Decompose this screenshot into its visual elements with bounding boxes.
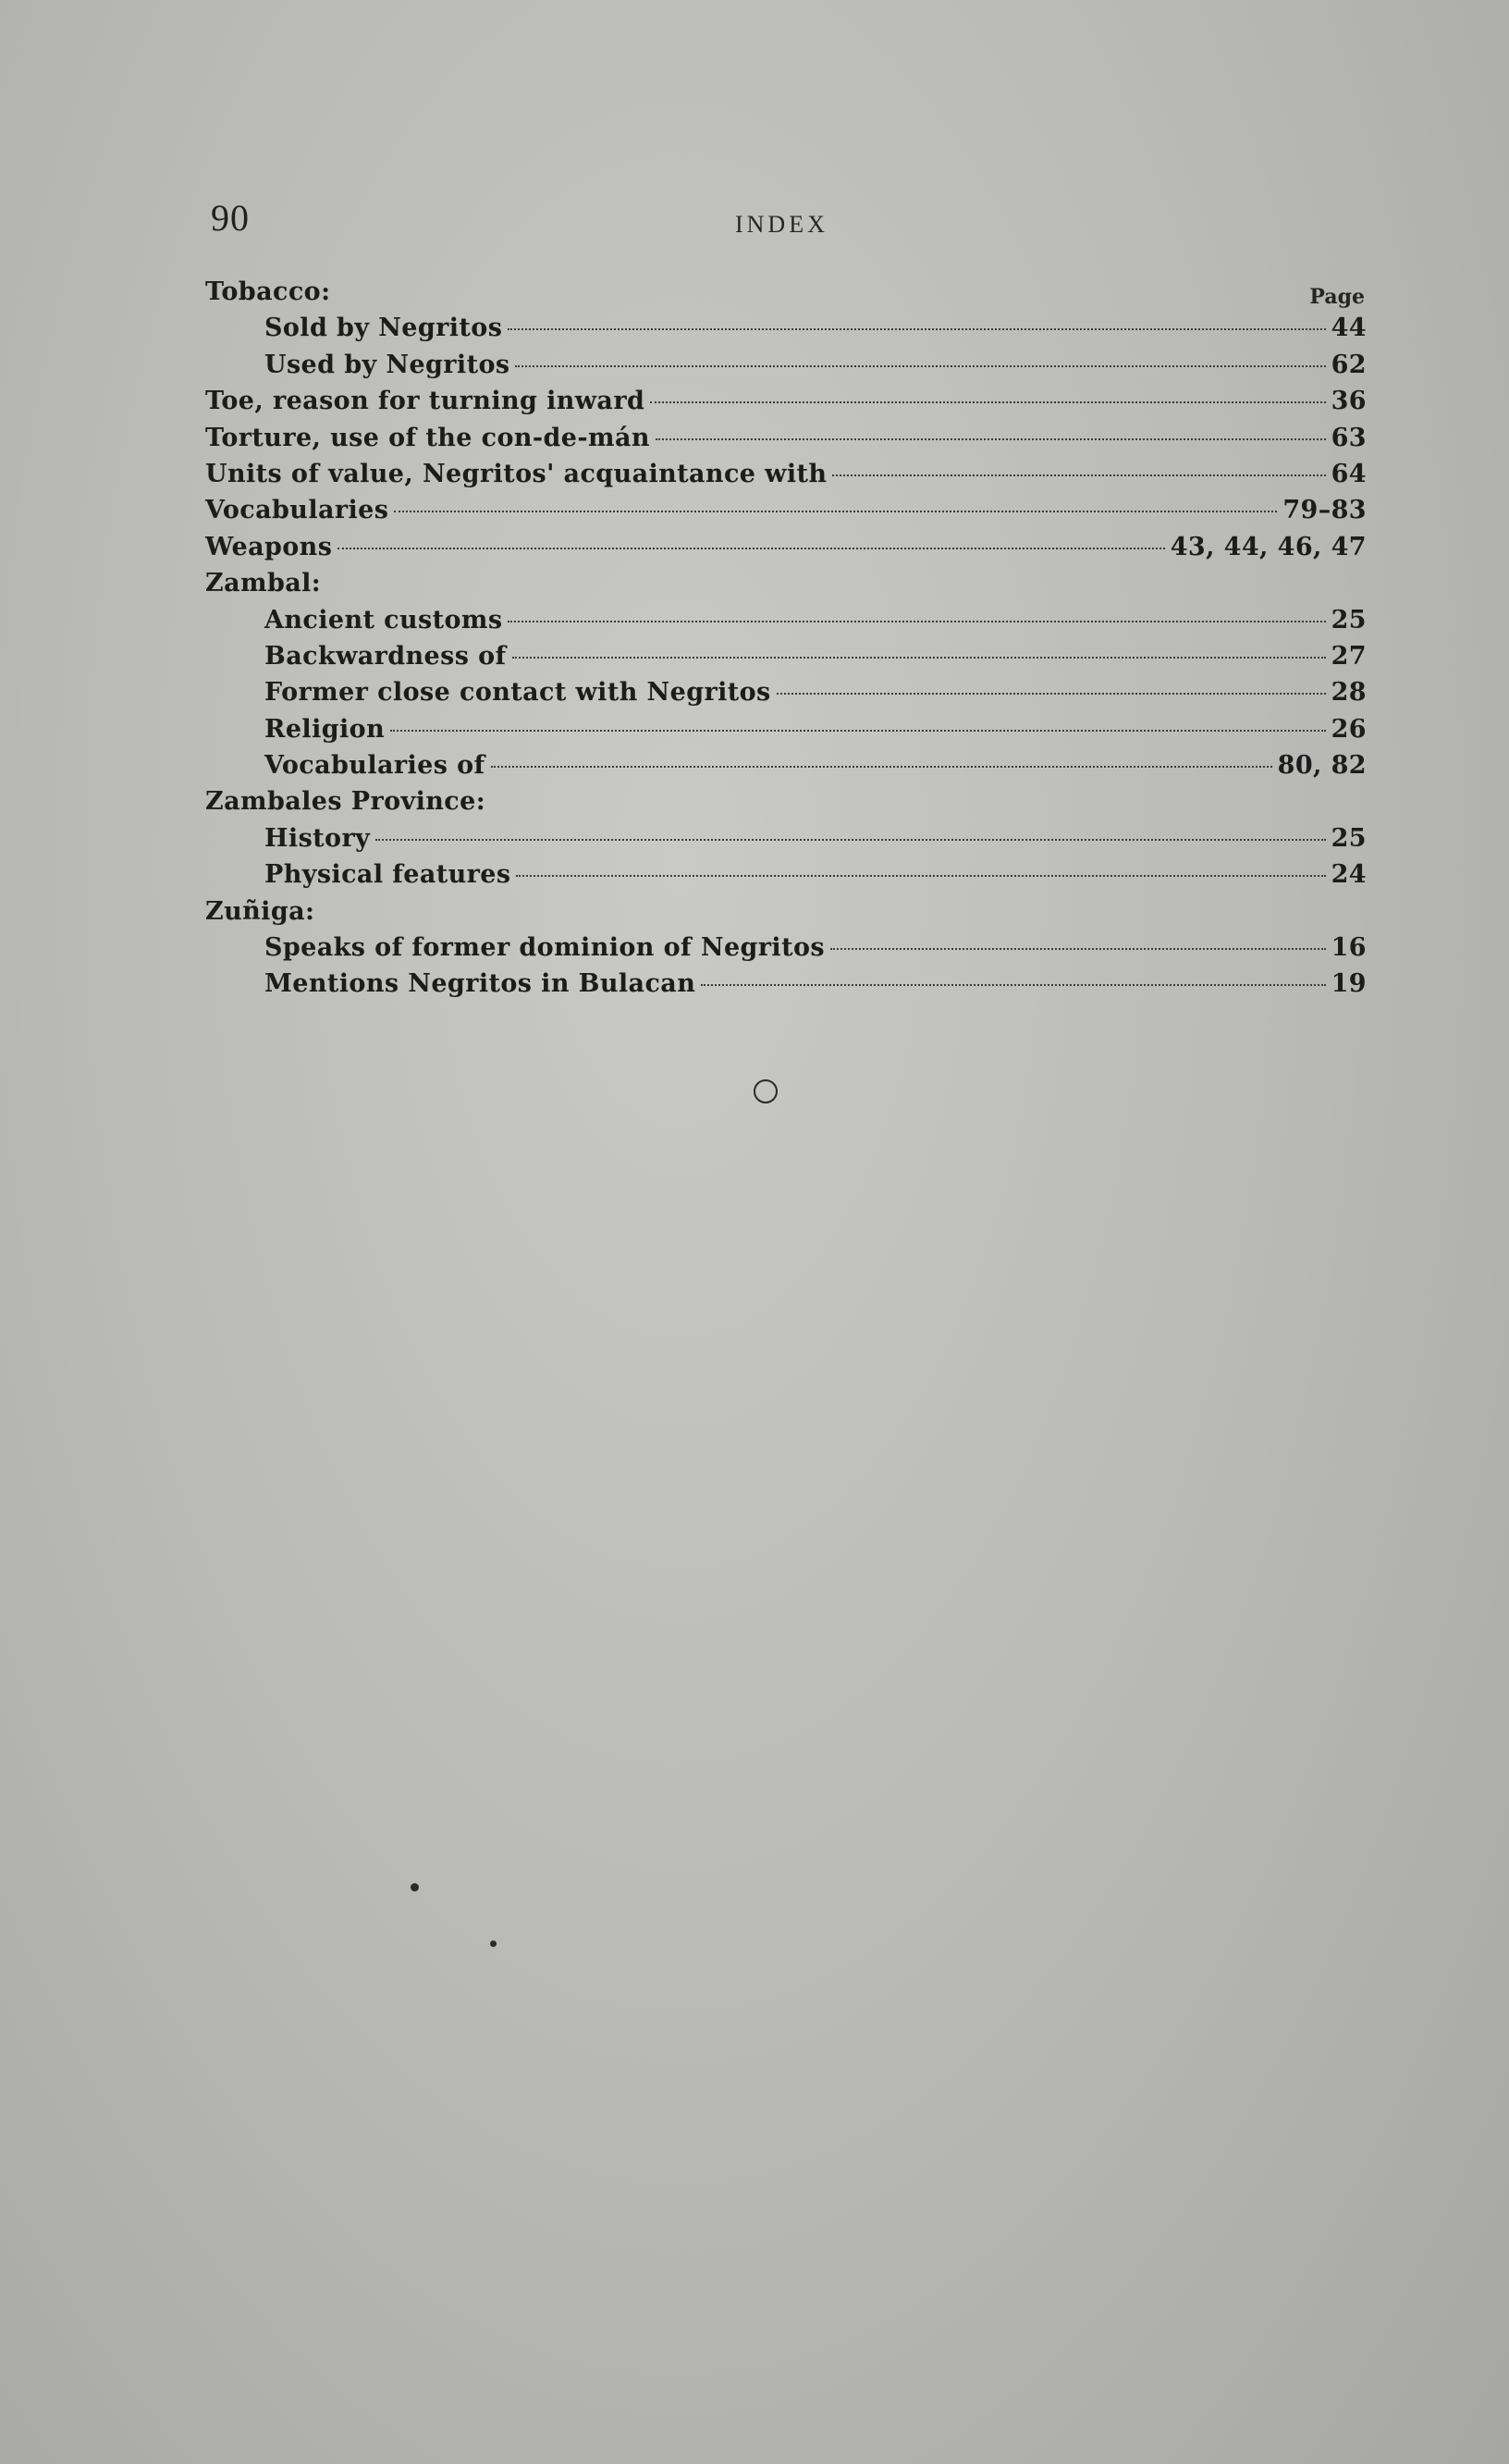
entry-label: Zambal:: [205, 569, 322, 598]
index-entry: [205, 533, 1367, 569]
entry-label: Tobacco:: [205, 277, 331, 306]
entry-page-numbers: 44: [1331, 314, 1367, 343]
entry-label: Ancient customs: [264, 605, 503, 634]
entry-label: Speaks of former dominion of Negritos: [264, 933, 825, 963]
index-entry: [205, 460, 1367, 496]
dot-leader: [516, 875, 1325, 877]
circle-ornament-icon: [754, 1079, 778, 1103]
index-entries: [205, 277, 1367, 1006]
index-subentry: [205, 715, 1367, 751]
entry-page-numbers: 16: [1331, 933, 1367, 963]
page-number: 90: [211, 197, 250, 239]
page-column-heading: Page: [1309, 285, 1365, 309]
entry-page-numbers: 27: [1331, 641, 1367, 671]
index-subentry: [205, 824, 1367, 860]
entry-page-numbers: 26: [1331, 714, 1367, 744]
index-subentry: [205, 933, 1367, 969]
entry-label: Vocabularies: [205, 496, 389, 525]
dot-leader: [375, 839, 1325, 841]
dot-leader: [777, 693, 1326, 695]
entry-page-numbers: 64: [1331, 459, 1367, 488]
entry-page-numbers: 24: [1331, 860, 1367, 890]
dot-leader: [650, 401, 1325, 403]
entry-label: Toe, reason for turning inward: [205, 387, 645, 416]
entry-label: Vocabularies of: [264, 751, 485, 781]
index-subentry: [205, 642, 1367, 678]
entry-label: Zambales Province:: [205, 787, 486, 817]
index-subentry: [205, 314, 1367, 350]
index-list: [205, 277, 1367, 1006]
index-subentry: [205, 678, 1367, 714]
entry-page-numbers: 62: [1331, 350, 1367, 379]
index-entry: [205, 569, 1367, 605]
entry-label: Torture, use of the con-de-mán: [205, 423, 650, 452]
index-entry: [205, 787, 1367, 823]
entry-label: Religion: [264, 714, 386, 744]
dot-leader: [508, 328, 1325, 330]
entry-label: Mentions Negritos in Bulacan: [264, 969, 696, 999]
dot-leader: [394, 511, 1277, 512]
ink-speck-icon: [411, 1883, 419, 1891]
index-subentry: [205, 606, 1367, 642]
entry-page-numbers: 63: [1331, 423, 1367, 452]
index-subentry: [205, 351, 1367, 387]
dot-leader: [830, 948, 1326, 950]
entry-label: Physical features: [264, 860, 511, 890]
dot-leader: [491, 766, 1272, 768]
index-subentry: [205, 860, 1367, 896]
index-entry: [205, 496, 1367, 532]
ink-speck-icon: [490, 1940, 497, 1947]
entry-page-numbers: 36: [1331, 387, 1367, 416]
entry-label: Weapons: [205, 532, 333, 561]
entry-page-numbers: 25: [1331, 823, 1367, 853]
entry-label: Sold by Negritos: [264, 314, 503, 343]
dot-leader: [508, 621, 1325, 622]
entry-label: History: [264, 823, 371, 853]
entry-page-numbers: 19: [1331, 969, 1367, 999]
dot-leader: [390, 730, 1326, 732]
entry-page-numbers: 28: [1331, 678, 1367, 708]
entry-page-numbers: 80, 82: [1277, 751, 1367, 781]
entry-page-numbers: 79–83: [1282, 496, 1367, 525]
entry-label: Backwardness of: [264, 641, 507, 671]
dot-leader: [701, 984, 1325, 986]
entry-label: Zuñiga:: [205, 896, 315, 926]
index-subentry: [205, 969, 1367, 1005]
dot-leader: [656, 438, 1326, 440]
entry-label: Used by Negritos: [264, 350, 510, 379]
entry-page-numbers: 25: [1331, 605, 1367, 634]
index-entry: [205, 897, 1367, 933]
dot-leader: [337, 548, 1164, 549]
dot-leader: [832, 474, 1325, 476]
entry-label: Former close contact with Negritos: [264, 678, 771, 708]
entry-page-numbers: 43, 44, 46, 47: [1170, 532, 1367, 561]
dot-leader: [512, 657, 1326, 659]
index-subentry: [205, 751, 1367, 787]
entry-label: Units of value, Negritos' acquaintance with: [205, 459, 828, 488]
index-entry: [205, 387, 1367, 423]
index-entry: [205, 424, 1367, 460]
running-head-title: INDEX: [735, 211, 828, 238]
index-entry: [205, 277, 1367, 314]
dot-leader: [515, 365, 1325, 367]
